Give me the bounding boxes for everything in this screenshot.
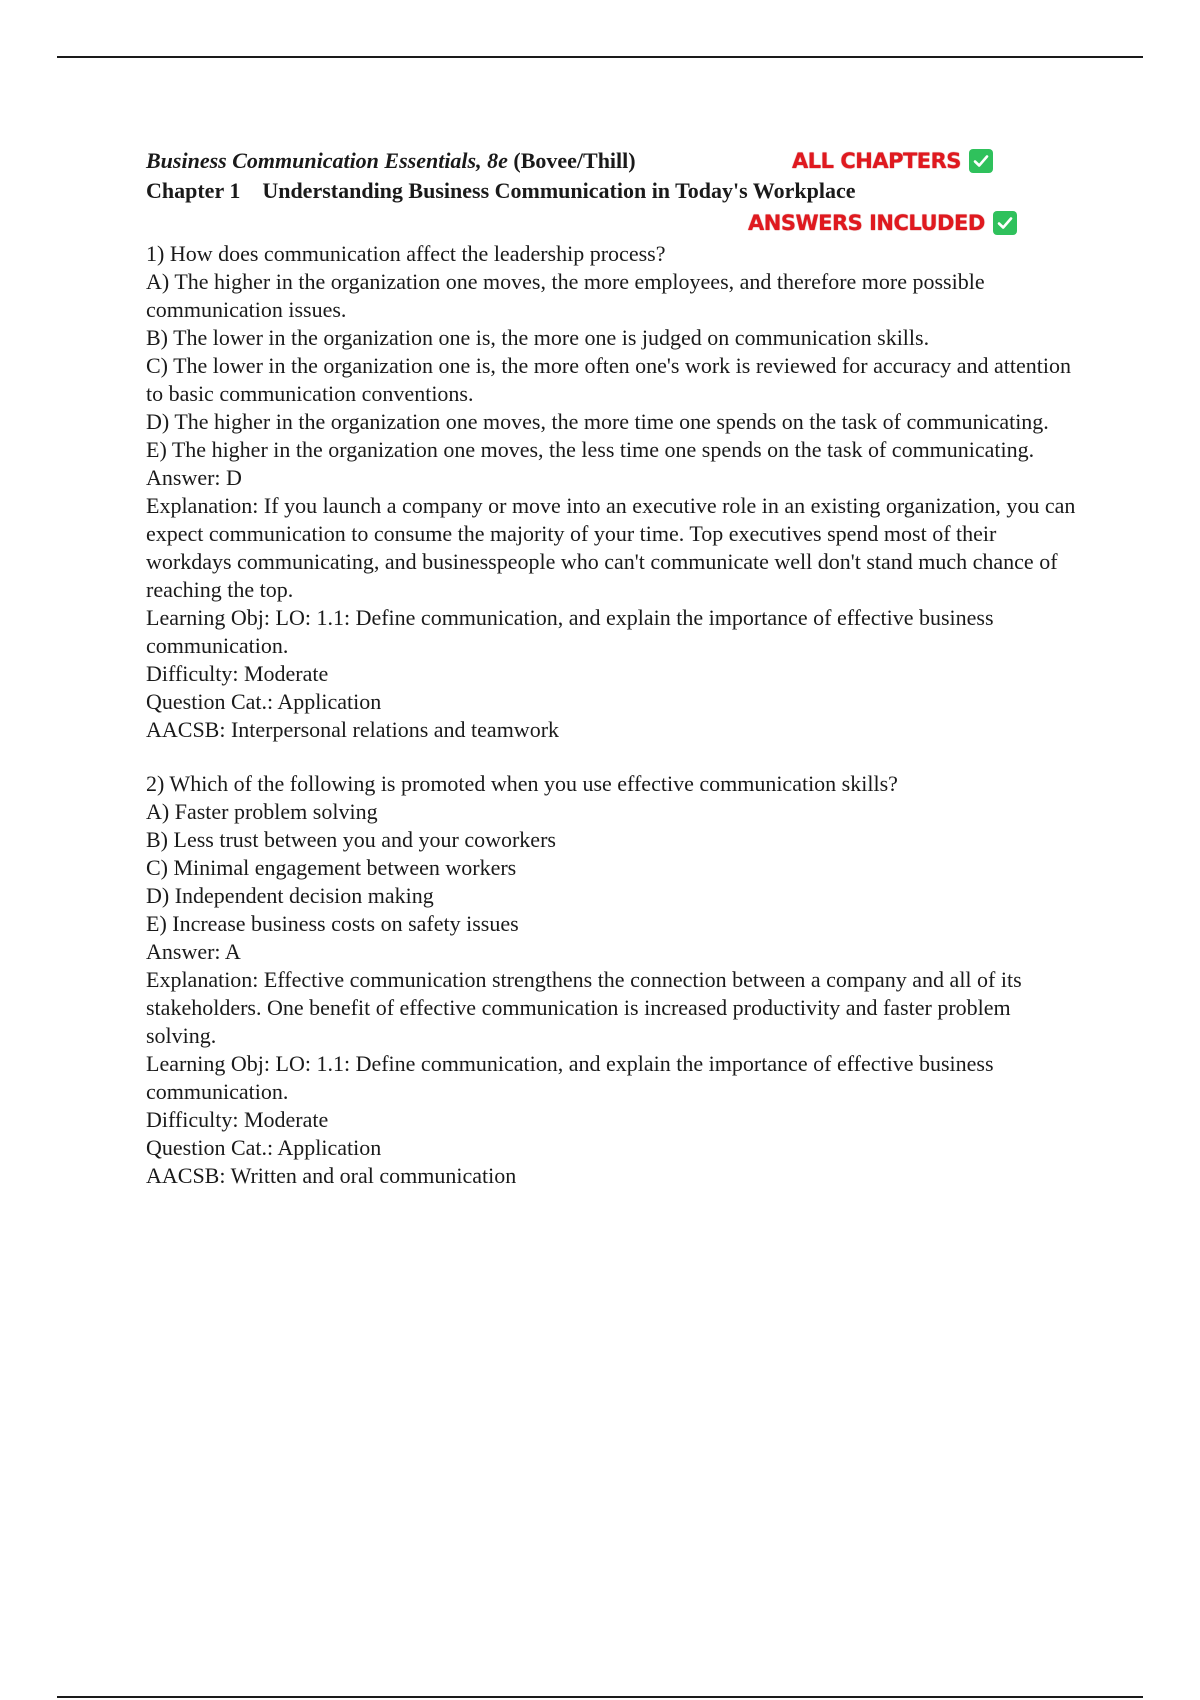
option-e: E) Increase business costs on safety issues: [146, 911, 519, 936]
option-b: B) Less trust between you and your coworkers: [146, 827, 556, 852]
explanation: Explanation: Effective communication strengthens the connection between a company and all of its stakeholders. One benefit of effective communication is increased productivity and faster problem solving.: [146, 967, 1022, 1048]
bottom-rule: [57, 1696, 1143, 1698]
question-stem: 2) Which of the following is promoted when you use effective communication skills?: [146, 771, 898, 796]
option-a: A) The higher in the organization one moves, the more employees, and therefore more possible communication issues.: [146, 269, 985, 322]
question-1: [146, 240, 1076, 744]
answer: Answer: A: [146, 939, 241, 964]
question-2: [146, 770, 1076, 1190]
learning-objective: Learning Obj: LO: 1.1: Define communication, and explain the importance of effective business communication.: [146, 605, 994, 658]
question-category: Question Cat.: Application: [146, 689, 382, 714]
option-a: A) Faster problem solving: [146, 799, 378, 824]
stamp-gap: [146, 206, 1076, 236]
all-chapters-label: ALL CHAPTERS: [792, 149, 961, 173]
learning-objective: Learning Obj: LO: 1.1: Define communication, and explain the importance of effective business communication.: [146, 1051, 994, 1104]
option-e: E) The higher in the organization one moves, the less time one spends on the task of communicating.: [146, 437, 1035, 462]
book-header: [146, 146, 1076, 176]
difficulty: Difficulty: Moderate: [146, 661, 329, 686]
top-rule: [57, 56, 1143, 58]
option-c: C) Minimal engagement between workers: [146, 855, 517, 880]
option-b: B) The lower in the organization one is, the more one is judged on communication skills.: [146, 325, 930, 350]
book-title: Business Communication Essentials, 8e: [146, 148, 508, 173]
document-body: [146, 146, 1076, 1190]
question-spacer: [146, 744, 1076, 770]
option-d: D) Independent decision making: [146, 883, 434, 908]
aacsb: AACSB: Written and oral communication: [146, 1163, 517, 1188]
option-d: D) The higher in the organization one moves, the more time one spends on the task of communicating.: [146, 409, 1049, 434]
answer: Answer: D: [146, 465, 242, 490]
chapter-number: Chapter 1: [146, 178, 241, 203]
option-c: C) The lower in the organization one is, the more often one's work is reviewed for accuracy and attention to basic communication conventions.: [146, 353, 1072, 406]
answers-included-label: ANSWERS INCLUDED: [748, 211, 985, 235]
book-authors: (Bovee/Thill): [513, 148, 636, 173]
explanation: Explanation: If you launch a company or move into an executive role in an existing organization, you can expect communication to consume the majority of your time. Top executives spend most of their workdays communicating, and businesspeople who can't communicate well don't stand much chance of reaching the top.: [146, 493, 1076, 602]
chapter-title: Understanding Business Communication in Today's Workplace: [262, 178, 856, 203]
chapter-heading: [146, 176, 1076, 206]
difficulty: Difficulty: Moderate: [146, 1107, 329, 1132]
question-stem: 1) How does communication affect the leadership process?: [146, 241, 666, 266]
question-category: Question Cat.: Application: [146, 1135, 382, 1160]
aacsb: AACSB: Interpersonal relations and teamwork: [146, 717, 560, 742]
